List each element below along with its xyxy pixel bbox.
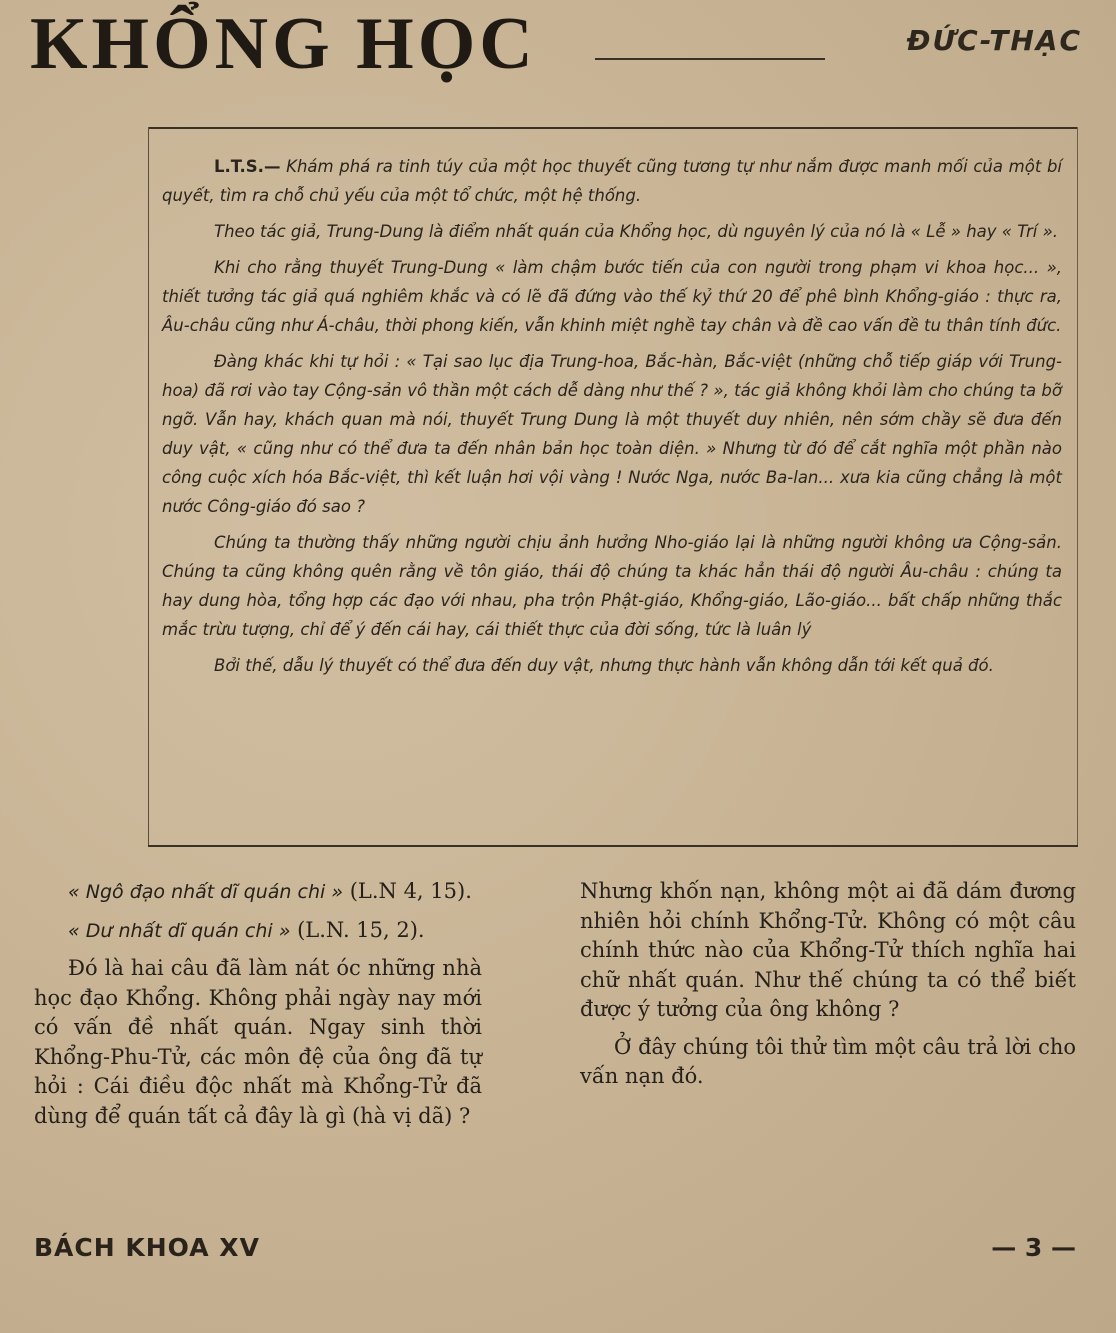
article-title: KHỔNG HỌC [30, 3, 537, 85]
body-column-right [580, 877, 1076, 1100]
note-box-bottom-border [148, 845, 1078, 847]
quote-1-reference: (L.N 4, 15). [343, 879, 472, 903]
page-number: — 3 — [991, 1233, 1076, 1262]
body-paragraph-3: Ở đây chúng tôi thử tìm một câu trả lời cho vấn nạn đó. [580, 1034, 1076, 1088]
note-paragraph-5: Chúng ta thường thấy những người chịu ảnh hưởng Nho-giáo lại là những người không ưa Cộng-sản. Chúng ta cũng không quên rằng về tôn giáo, thái độ chúng ta khác hẳn thái độ người Âu-châu : chúng ta hay dung hòa, tổng hợp các đạo với nhau, pha trộn Phật-giáo, Khổng-giáo, Lão-giáo... bất chấp những thắc mắc trừu tượng, chỉ để ý đến cái hay, cái thiết thực của đời sống, tức là luân lý [162, 533, 1062, 639]
body-paragraph-2: Nhưng khốn nạn, không một ai đã dám đương nhiên hỏi chính Khổng-Tử. Không có một câu chính thức nào của Khổng-Tử thích nghĩa hai chữ nhất quán. Như thế chúng ta có thể biết được ý tưởng của ông không ? [580, 879, 1076, 1021]
note-paragraph-4: Đàng khác khi tự hỏi : « Tại sao lục địa Trung-hoa, Bắc-hàn, Bắc-việt (những chỗ tiếp giáp với Trung-hoa) đã rơi vào tay Cộng-sản vô thần một cách dễ dàng như thế ? », tác giả không khỏi làm cho chúng ta bỡ ngỡ. Vẫn hay, khách quan mà nói, thuyết Trung Dung là một thuyết duy nhiên, nên sớm chầy sẽ đưa đến duy vật, « cũng như có thể đưa ta đến nhân bản học toàn diện. » Nhưng từ đó để cắt nghĩa một phần nào công cuộc xích hóa Bắc-việt, thì kết luận hơi vội vàng ! Nước Nga, nước Ba-lan... xưa kia cũng chẳng là một nước Công-giáo đó sao ? [162, 352, 1062, 516]
note-paragraph-2: Theo tác giả, Trung-Dung là điểm nhất quán của Khổng học, dù nguyên lý của nó là « Lễ » hay « Trí ». [214, 222, 1059, 241]
note-paragraph-6: Bởi thế, dẫu lý thuyết có thể đưa đến duy vật, nhưng thực hành vẫn không dẫn tới kết quả đó. [214, 656, 994, 675]
quote-2-reference: (L.N. 15, 2). [290, 917, 425, 942]
note-box-left-border [148, 127, 149, 845]
magazine-name: BÁCH KHOA XV [34, 1233, 260, 1262]
body-column-left [34, 877, 482, 1139]
quote-1 [34, 877, 482, 908]
note-box-top-border [148, 127, 1078, 129]
note-paragraph-1 [162, 152, 1062, 210]
editor-note [162, 152, 1062, 687]
author-byline: ĐỨC-THẠC [906, 24, 1082, 57]
note-paragraph-1-text: Khám phá ra tinh túy của một học thuyết cũng tương tự như nắm được manh mối của một bí quyết, tìm ra chỗ chủ yếu của một tổ chức, một hệ thống. [162, 157, 1063, 205]
quote-2 [34, 916, 482, 947]
title-divider [595, 58, 825, 60]
body-paragraph-1: Đó là hai câu đã làm nát óc những nhà học đạo Khổng. Không phải ngày nay mới có vấn đề nhất quán. Ngay sinh thời Khổng-Phu-Tử, các môn đệ của ông đã tự hỏi : Cái điều độc nhất mà Khổng-Tử đã dùng để quán tất cả đây là gì (hà vị dã) ? [34, 956, 482, 1128]
quote-1-text: « Ngô đạo nhất dĩ quán chi » [68, 881, 344, 903]
note-paragraph-3: Khi cho rằng thuyết Trung-Dung « làm chậm bước tiến của con người trong phạm vi khoa học... », thiết tưởng tác giả quá nghiêm khắc và có lẽ đã đứng vào thế kỷ thứ 20 để phê bình Khổng-giáo : thực ra, Âu-châu cũng như Á-châu, thời phong kiến, vẫn khinh miệt nghề tay chân và đề cao vấn đề tu thân tính đức. [162, 258, 1062, 335]
quote-2-text: « Dư nhất dĩ quán chi » [68, 919, 291, 942]
note-box-right-border [1077, 127, 1078, 845]
note-label: L.T.S.— [214, 157, 281, 176]
